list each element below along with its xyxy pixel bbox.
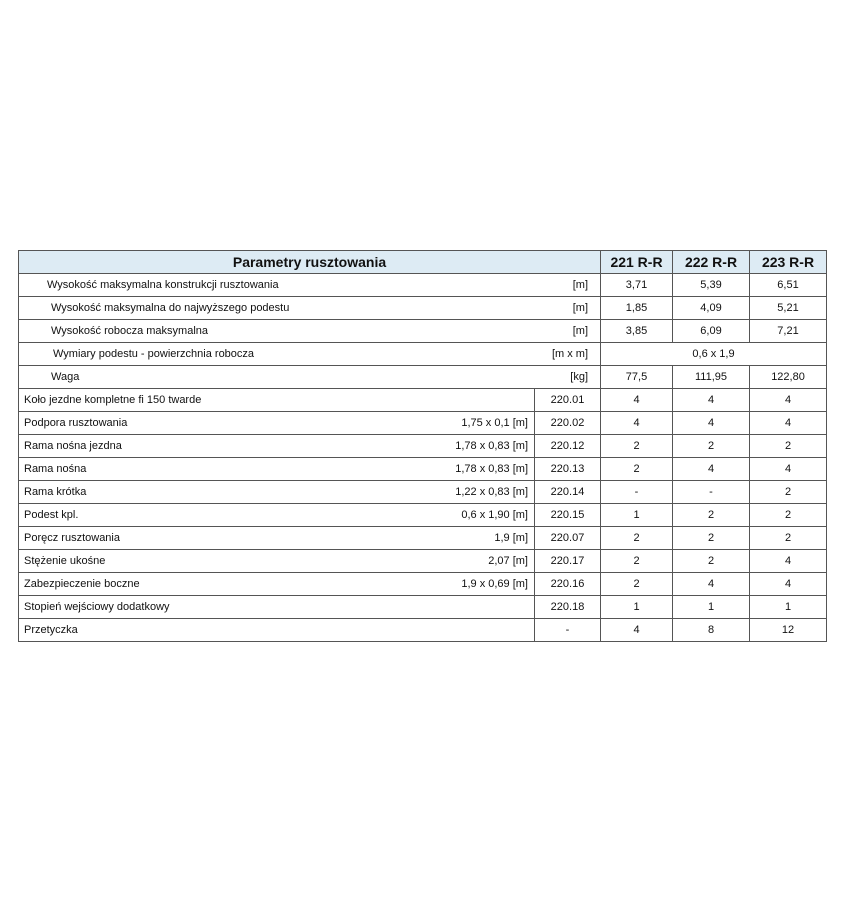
parameters-section (19, 274, 827, 389)
part-quantity: 2 (601, 550, 673, 573)
part-quantity: 2 (750, 527, 827, 550)
param-value: 6,51 (750, 274, 827, 297)
part-row (19, 596, 827, 619)
part-dimension: 2,07 [m] (488, 555, 528, 567)
param-label: Wysokość robocza maksymalna (51, 325, 209, 337)
part-quantity: 4 (750, 573, 827, 596)
part-dimension: 0,6 x 1,90 [m] (461, 509, 528, 521)
param-row (19, 320, 827, 343)
part-dimension: 1,75 x 0,1 [m] (461, 417, 528, 429)
param-merged-value: 0,6 x 1,9 (601, 343, 827, 366)
part-quantity: 1 (673, 596, 750, 619)
part-quantity: 4 (750, 550, 827, 573)
model-header-222: 222 R-R (673, 251, 750, 274)
param-value: 3,71 (601, 274, 673, 297)
part-quantity: 2 (673, 435, 750, 458)
table-header-row (19, 251, 827, 274)
part-code: 220.12 (535, 435, 601, 458)
param-label-cell (19, 320, 601, 343)
part-row (19, 550, 827, 573)
part-quantity: 4 (601, 412, 673, 435)
part-label: Rama krótka (24, 486, 87, 498)
part-quantity: 2 (673, 550, 750, 573)
param-value: 4,09 (673, 297, 750, 320)
part-row (19, 619, 827, 642)
part-quantity: 1 (601, 596, 673, 619)
part-row (19, 412, 827, 435)
param-label: Wysokość maksymalna do najwyższego podestu (51, 302, 290, 314)
part-label: Rama nośna (24, 463, 87, 475)
part-quantity: 4 (601, 619, 673, 642)
part-quantity: 4 (673, 458, 750, 481)
param-label: Wymiary podestu - powierzchnia robocza (53, 348, 255, 360)
part-quantity: 4 (750, 458, 827, 481)
part-dimension: 1,78 x 0,83 [m] (455, 440, 528, 452)
param-row (19, 366, 827, 389)
part-quantity: 8 (673, 619, 750, 642)
scaffold-spec-table (18, 250, 827, 642)
part-quantity: 2 (601, 573, 673, 596)
param-row (19, 274, 827, 297)
param-label-cell (19, 297, 601, 320)
part-label: Zabezpieczenie boczne (24, 578, 140, 590)
model-header-221: 221 R-R (601, 251, 673, 274)
part-code: 220.15 (535, 504, 601, 527)
param-value: 122,80 (750, 366, 827, 389)
part-label-cell (19, 481, 535, 504)
part-label-cell (19, 596, 535, 619)
part-quantity: 1 (750, 596, 827, 619)
part-quantity: 2 (601, 435, 673, 458)
param-label-cell (19, 366, 601, 389)
param-unit: [m x m] (551, 348, 589, 360)
part-label-cell (19, 619, 535, 642)
param-label: Waga (51, 371, 80, 383)
part-quantity: 2 (601, 527, 673, 550)
part-row (19, 435, 827, 458)
part-code: 220.02 (535, 412, 601, 435)
part-label-cell (19, 504, 535, 527)
part-label: Rama nośna jezdna (24, 440, 122, 452)
part-label: Przetyczka (24, 624, 78, 636)
part-label-cell (19, 550, 535, 573)
part-row (19, 504, 827, 527)
part-quantity: 4 (673, 573, 750, 596)
part-code: 220.07 (535, 527, 601, 550)
param-value: 111,95 (673, 366, 750, 389)
part-label-cell (19, 389, 535, 412)
parts-section (19, 389, 827, 642)
part-quantity: 2 (750, 435, 827, 458)
param-unit: [m] (572, 279, 589, 291)
param-unit: [kg] (570, 371, 589, 383)
param-label-cell (19, 343, 601, 366)
part-code: 220.13 (535, 458, 601, 481)
part-code: - (535, 619, 601, 642)
part-label: Podpora rusztowania (24, 417, 128, 429)
part-quantity: 2 (673, 527, 750, 550)
param-value: 3,85 (601, 320, 673, 343)
part-quantity: 4 (673, 389, 750, 412)
param-value: 5,39 (673, 274, 750, 297)
param-unit: [m] (572, 302, 589, 314)
part-code: 220.18 (535, 596, 601, 619)
part-quantity: - (601, 481, 673, 504)
part-quantity: 4 (601, 389, 673, 412)
part-dimension: 1,22 x 0,83 [m] (455, 486, 528, 498)
param-value: 6,09 (673, 320, 750, 343)
part-label: Koło jezdne kompletne fi 150 twarde (24, 394, 202, 406)
param-row (19, 297, 827, 320)
part-label: Poręcz rusztowania (24, 532, 120, 544)
part-dimension: 1,78 x 0,83 [m] (455, 463, 528, 475)
part-quantity: 2 (601, 458, 673, 481)
part-row (19, 573, 827, 596)
part-code: 220.16 (535, 573, 601, 596)
spec-table-container (18, 250, 826, 642)
part-row (19, 389, 827, 412)
part-label: Podest kpl. (24, 509, 79, 521)
part-label-cell (19, 412, 535, 435)
param-unit: [m] (572, 325, 589, 337)
part-dimension: 1,9 x 0,69 [m] (461, 578, 528, 590)
param-value: 7,21 (750, 320, 827, 343)
part-row (19, 527, 827, 550)
part-code: 220.01 (535, 389, 601, 412)
table-title: Parametry rusztowania (19, 251, 601, 274)
part-quantity: - (673, 481, 750, 504)
part-quantity: 4 (750, 389, 827, 412)
part-code: 220.17 (535, 550, 601, 573)
part-code: 220.14 (535, 481, 601, 504)
param-value: 1,85 (601, 297, 673, 320)
param-value: 77,5 (601, 366, 673, 389)
part-quantity: 2 (750, 504, 827, 527)
part-label-cell (19, 573, 535, 596)
part-quantity: 2 (673, 504, 750, 527)
param-label-cell (19, 274, 601, 297)
part-quantity: 12 (750, 619, 827, 642)
part-quantity: 4 (673, 412, 750, 435)
part-label: Stopień wejściowy dodatkowy (24, 601, 170, 613)
part-dimension: 1,9 [m] (494, 532, 528, 544)
part-quantity: 1 (601, 504, 673, 527)
part-quantity: 4 (750, 412, 827, 435)
model-header-223: 223 R-R (750, 251, 827, 274)
param-row (19, 343, 827, 366)
part-label: Stężenie ukośne (24, 555, 106, 567)
param-value: 5,21 (750, 297, 827, 320)
part-quantity: 2 (750, 481, 827, 504)
part-label-cell (19, 458, 535, 481)
part-label-cell (19, 527, 535, 550)
part-label-cell (19, 435, 535, 458)
param-label: Wysokość maksymalna konstrukcji rusztowania (47, 279, 279, 291)
part-row (19, 458, 827, 481)
part-row (19, 481, 827, 504)
